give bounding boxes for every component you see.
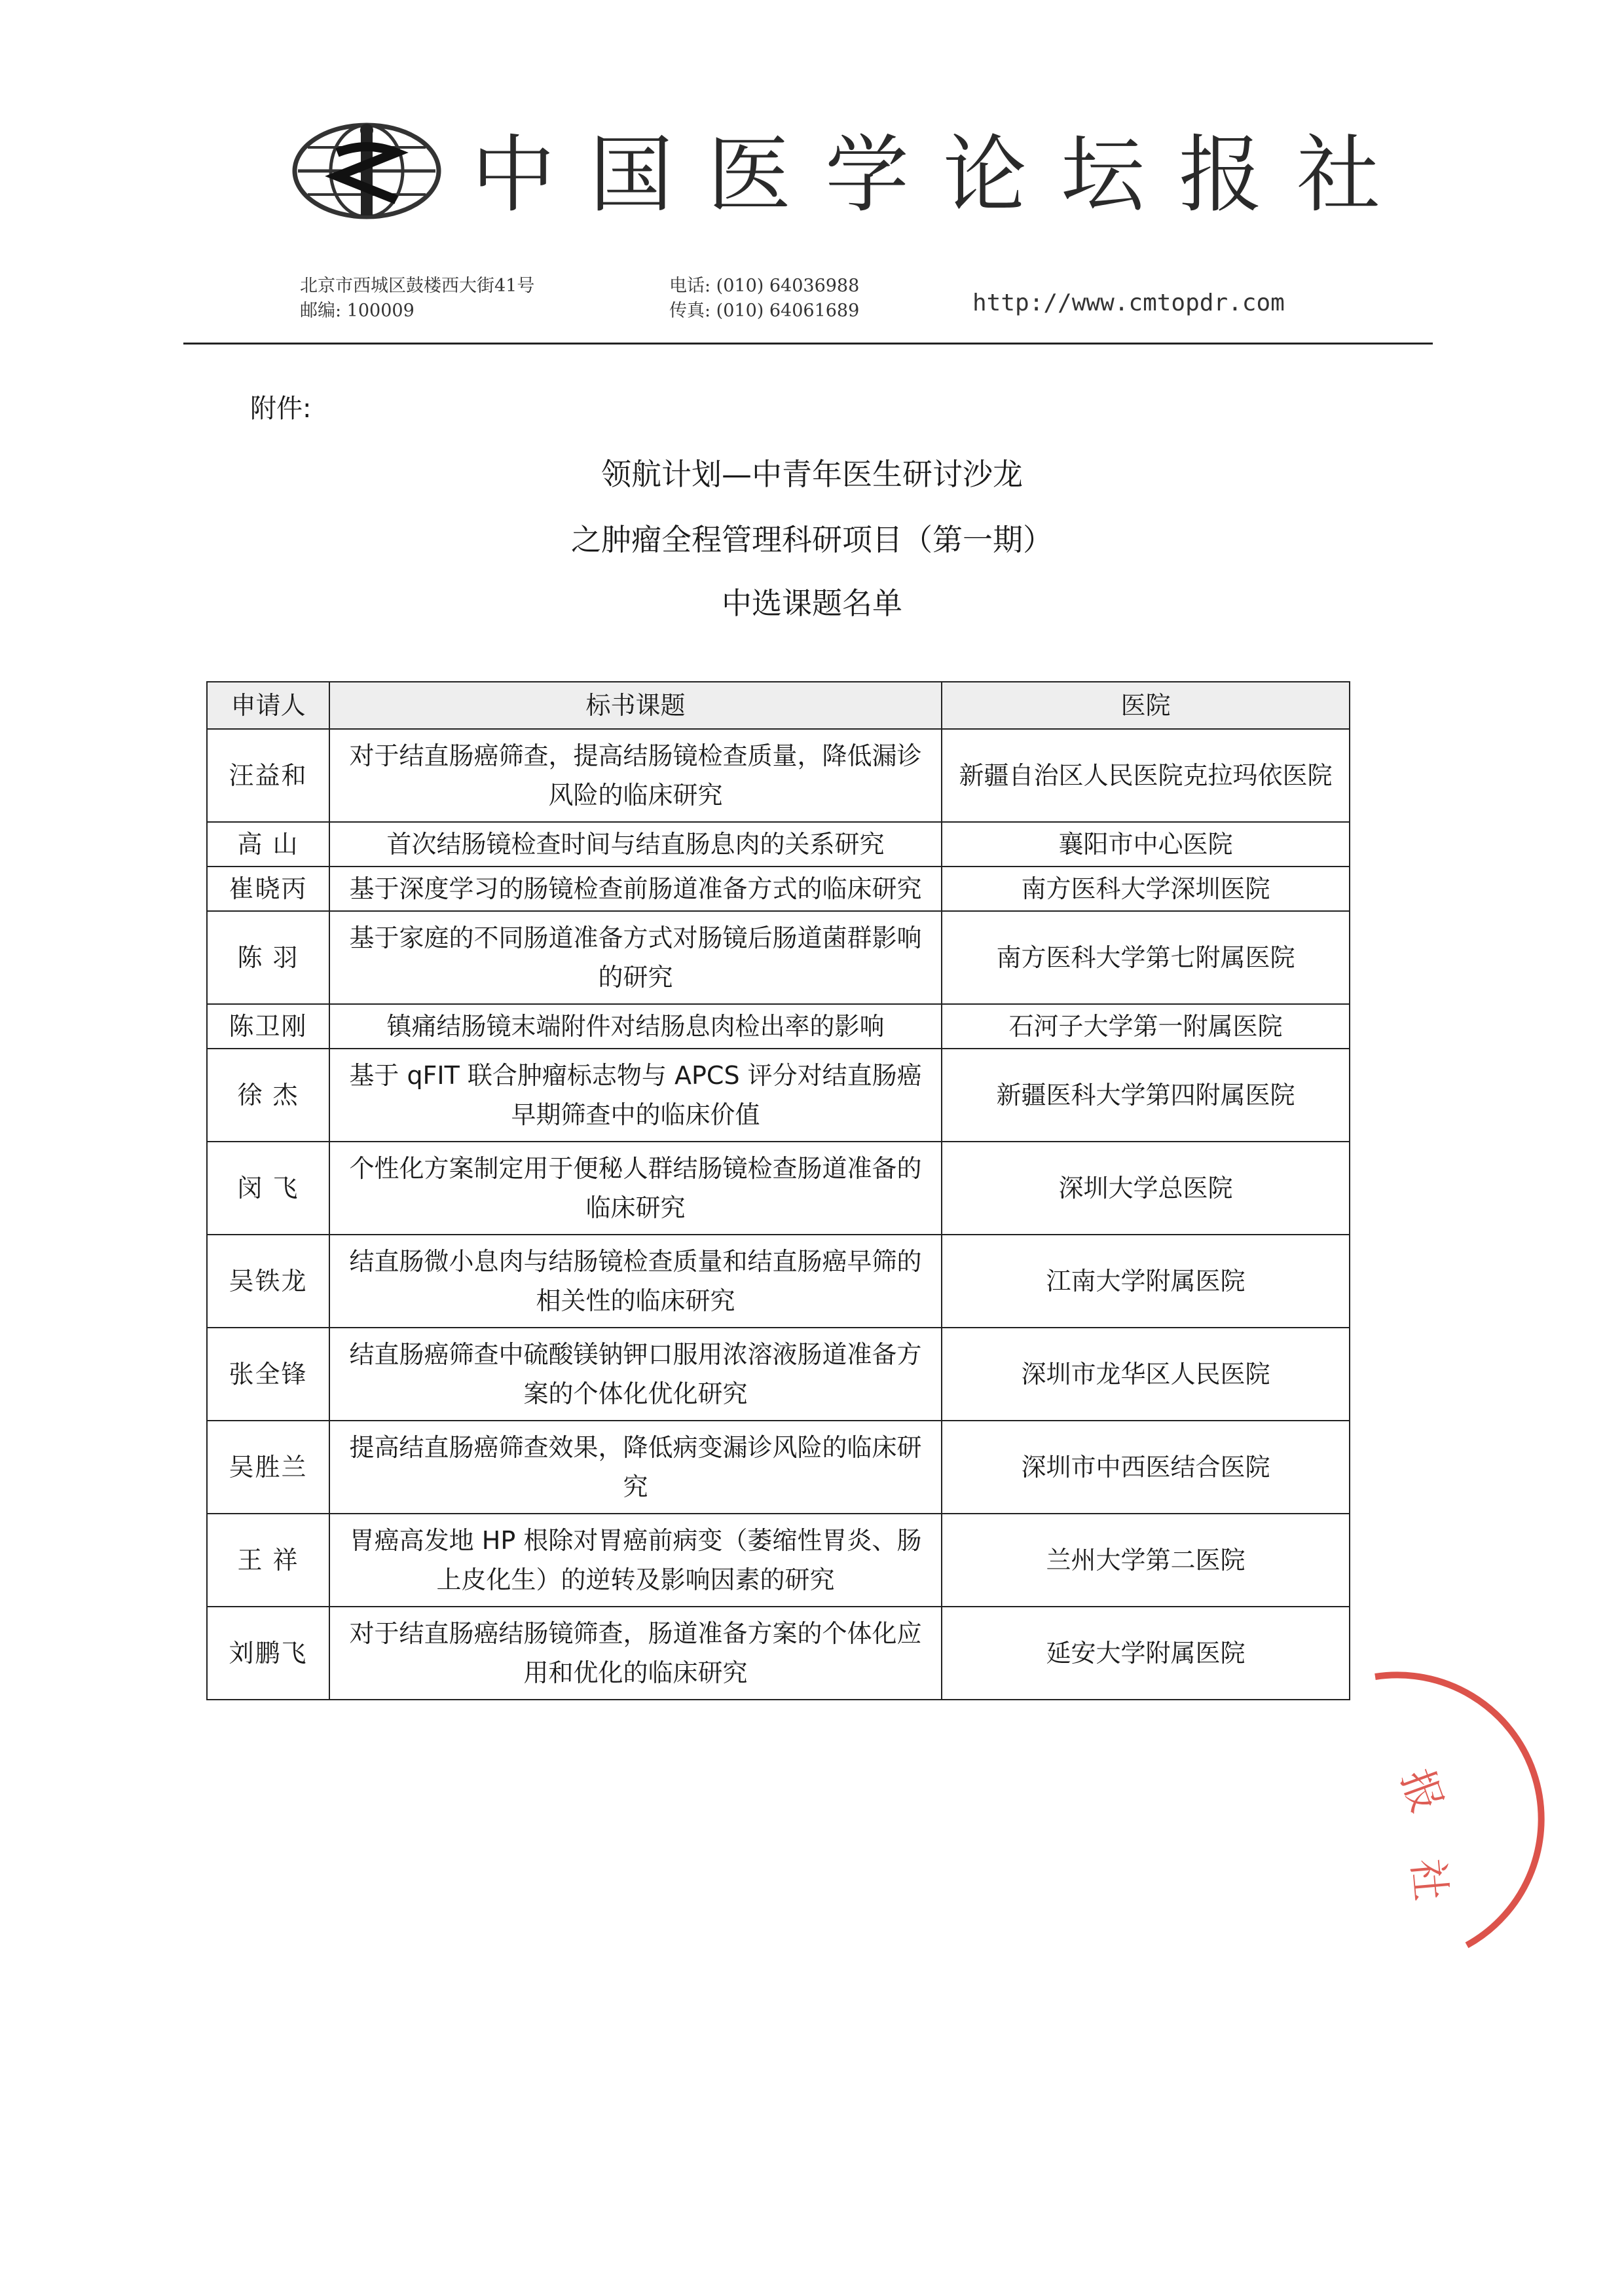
hospital-cell: 新疆医科大学第四附属医院 [942, 1049, 1350, 1142]
hospital-cell: 深圳市中西医结合医院 [942, 1421, 1350, 1514]
title-line-1: 领航计划—中青年医生研讨沙龙 [601, 457, 1023, 492]
topic-cell: 首次结肠镜检查时间与结直肠息肉的关系研究 [329, 822, 942, 867]
topic-cell: 对于结直肠癌筛查，提高结肠镜检查质量，降低漏诊风险的临床研究 [329, 729, 942, 822]
table-row [207, 1004, 1350, 1049]
table-row [207, 911, 1350, 1004]
hospital-cell: 深圳大学总医院 [942, 1142, 1350, 1235]
table-row [207, 1328, 1350, 1421]
hospital-cell: 南方医科大学深圳医院 [942, 867, 1350, 911]
applicant-cell: 张全锋 [207, 1328, 329, 1421]
topic-cell: 基于 qFIT 联合肿瘤标志物与 APCS 评分对结直肠癌早期筛查中的临床价值 [329, 1049, 942, 1142]
header-topic: 标书课题 [329, 682, 942, 729]
topic-cell: 结直肠癌筛查中硫酸镁钠钾口服用浓溶液肠道准备方案的个体化优化研究 [329, 1328, 942, 1421]
applicant-cell: 吴铁龙 [207, 1235, 329, 1328]
hospital-cell: 新疆自治区人民医院克拉玛依医院 [942, 729, 1350, 822]
table-row [207, 729, 1350, 822]
table-row [207, 1607, 1350, 1700]
topic-cell: 基于家庭的不同肠道准备方式对肠镜后肠道菌群影响的研究 [329, 911, 942, 1004]
table-row [207, 1514, 1350, 1607]
address: 北京市西城区鼓楼西大街41号 [300, 276, 535, 296]
table-row [207, 822, 1350, 867]
topic-cell: 对于结直肠癌结肠镜筛查，肠道准备方案的个体化应用和优化的临床研究 [329, 1607, 942, 1700]
fax: 传真: (010) 64061689 [669, 301, 860, 321]
header-hospital: 医院 [942, 682, 1350, 729]
topic-cell: 提高结直肠癌筛查效果，降低病变漏诊风险的临床研究 [329, 1421, 942, 1514]
red-seal-stamp [1369, 1664, 1617, 1952]
hospital-cell: 兰州大学第二医院 [942, 1514, 1350, 1607]
applicant-cell: 闵 飞 [207, 1142, 329, 1235]
table-row [207, 1421, 1350, 1514]
applicant-cell: 王 祥 [207, 1514, 329, 1607]
website: http://www.cmtopdr.com [972, 289, 1285, 316]
applicant-cell: 陈卫刚 [207, 1004, 329, 1049]
topic-cell: 个性化方案制定用于便秘人群结肠镜检查肠道准备的临床研究 [329, 1142, 942, 1235]
table-header-row [207, 682, 1350, 729]
table-row [207, 1235, 1350, 1328]
applicant-cell: 徐 杰 [207, 1049, 329, 1142]
svg-text:报: 报 [1391, 1763, 1452, 1819]
hospital-cell: 延安大学附属医院 [942, 1607, 1350, 1700]
topic-cell: 胃癌高发地 HP 根除对胃癌前病变（萎缩性胃炎、肠上皮化生）的逆转及影响因素的研究 [329, 1514, 942, 1607]
hospital-cell: 南方医科大学第七附属医院 [942, 911, 1350, 1004]
header-divider [183, 343, 1433, 345]
globe-caduceus-logo [291, 121, 442, 221]
applicant-cell: 陈 羽 [207, 911, 329, 1004]
postcode: 邮编: 100009 [300, 301, 415, 321]
topic-cell: 结直肠微小息肉与结肠镜检查质量和结直肠癌早筛的相关性的临床研究 [329, 1235, 942, 1328]
applicant-cell: 刘鹏飞 [207, 1607, 329, 1700]
applicant-cell: 吴胜兰 [207, 1421, 329, 1514]
telephone: 电话: (010) 64036988 [669, 276, 860, 296]
topic-cell: 基于深度学习的肠镜检查前肠道准备方式的临床研究 [329, 867, 942, 911]
org-name: 中国医学论坛报社 [471, 126, 1415, 224]
hospital-cell: 江南大学附属医院 [942, 1235, 1350, 1328]
header-applicant: 申请人 [207, 682, 329, 729]
applicant-cell: 汪益和 [207, 729, 329, 822]
title-line-3: 中选课题名单 [722, 586, 902, 621]
hospital-cell: 襄阳市中心医院 [942, 822, 1350, 867]
svg-text:社: 社 [1402, 1857, 1454, 1903]
topic-cell: 镇痛结肠镜末端附件对结肠息肉检出率的影响 [329, 1004, 942, 1049]
table-row [207, 867, 1350, 911]
hospital-cell: 深圳市龙华区人民医院 [942, 1328, 1350, 1421]
table-row [207, 1049, 1350, 1142]
table [206, 681, 1350, 1700]
applicant-cell: 高 山 [207, 822, 329, 867]
title-line-2: 之肿瘤全程管理科研项目（第一期） [571, 522, 1053, 557]
applicant-cell: 崔晓丙 [207, 867, 329, 911]
attachment-label: 附件: [250, 394, 312, 424]
hospital-cell: 石河子大学第一附属医院 [942, 1004, 1350, 1049]
selected-topics-table [206, 681, 1349, 1700]
table-row [207, 1142, 1350, 1235]
